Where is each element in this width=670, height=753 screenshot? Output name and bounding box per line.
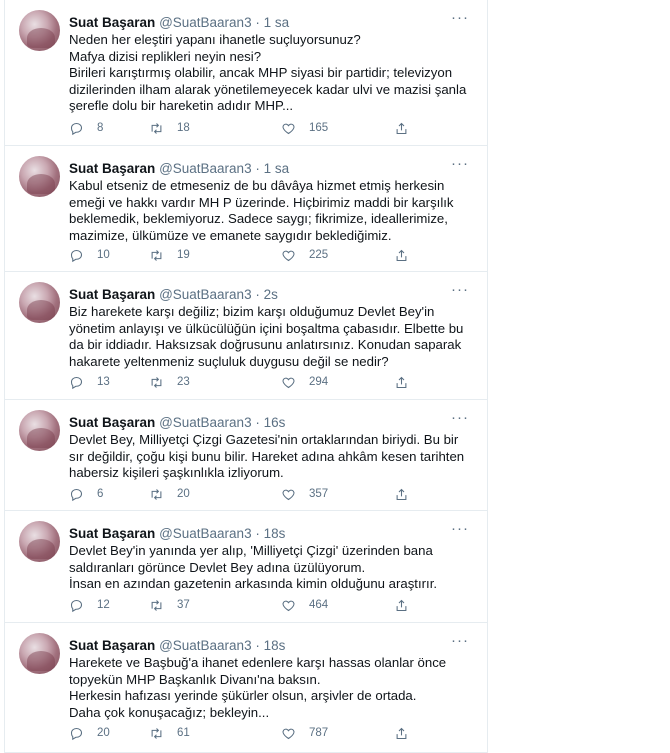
reply-icon — [69, 248, 84, 263]
retweet-button[interactable] — [149, 723, 190, 743]
separator-dot: · — [255, 526, 260, 541]
tweet-timeline — [4, 0, 488, 753]
tweet-header — [69, 14, 477, 32]
tweet[interactable] — [5, 623, 487, 753]
reply-icon — [69, 487, 84, 502]
separator-dot: · — [255, 638, 260, 653]
reply-icon — [69, 598, 84, 613]
author-handle[interactable]: @SuatBaaran3 — [159, 15, 252, 30]
like-button[interactable] — [281, 245, 328, 265]
avatar[interactable] — [19, 156, 60, 197]
author-name[interactable]: Suat Başaran — [69, 161, 156, 176]
tweet[interactable] — [5, 272, 487, 400]
author-handle[interactable]: @SuatBaaran3 — [159, 415, 252, 430]
tweet-header — [69, 286, 477, 304]
retweet-button[interactable] — [149, 595, 190, 615]
avatar[interactable] — [19, 633, 60, 674]
like-button[interactable] — [281, 484, 328, 504]
retweet-icon — [149, 726, 164, 741]
author-handle[interactable]: @SuatBaaran3 — [159, 526, 252, 541]
tweet-text: Neden her eleştiri yapanı ihanetle suçluyorsunuz? Mafya dizisi replikleri neyin nesi? Birileri karıştırmış olabilir, ancak MHP siyasi bir partidir; televizyon dizilerinden ilham alarak yönetilemeyecek kadar ulvi ve mazisi şanla şerefle dolu bir hareketin adıdır MHP... — [69, 32, 467, 114]
reply-button[interactable] — [69, 723, 110, 743]
retweet-icon — [149, 375, 164, 390]
reply-button[interactable] — [69, 372, 110, 392]
share-button[interactable] — [394, 595, 409, 615]
more-options-icon[interactable]: ··· — [451, 155, 469, 172]
timestamp[interactable]: 2s — [263, 287, 278, 302]
author-name[interactable]: Suat Başaran — [69, 415, 156, 430]
like-count: 165 — [309, 122, 329, 134]
share-button[interactable] — [394, 723, 409, 743]
timestamp[interactable]: 18s — [263, 526, 286, 541]
tweet-actions — [69, 723, 429, 743]
tweet-text: Devlet Bey'in yanında yer alıp, 'Milliyetçi Çizgi' üzerinden bana saldıranları görünce Devlet Bey adına üzülüyorum. İnsan en azından gazetenin arkasında kimin olduğunu araştırır. — [69, 543, 438, 592]
tweet-actions — [69, 595, 429, 615]
tweet-header — [69, 414, 477, 432]
more-options-icon[interactable]: ··· — [451, 9, 469, 26]
retweet-count: 23 — [177, 376, 190, 388]
retweet-count: 61 — [177, 727, 190, 739]
retweet-count: 18 — [177, 122, 190, 134]
like-count: 357 — [309, 488, 329, 500]
separator-dot: · — [255, 287, 260, 302]
reply-button[interactable] — [69, 595, 110, 615]
retweet-button[interactable] — [149, 118, 190, 138]
heart-icon — [281, 598, 296, 613]
tweet-actions — [69, 372, 429, 392]
tweet-actions — [69, 245, 429, 265]
share-icon — [394, 121, 409, 136]
timestamp[interactable]: 16s — [263, 415, 286, 430]
separator-dot: · — [255, 161, 260, 176]
reply-button[interactable] — [69, 118, 103, 138]
tweet[interactable] — [5, 400, 487, 511]
timestamp[interactable]: 1 sa — [263, 161, 290, 176]
retweet-button[interactable] — [149, 245, 190, 265]
reply-count: 10 — [97, 249, 110, 261]
tweet-text: Biz harekete karşı değiliz; bizim karşı olduğumuz Devlet Bey'in yönetim anlayışı ve ülkücülüğün içini boşaltma çabasıdır. Elbette bu da bir iddiadır. Haksızsak doğrusunu anlatırsınız. Konudan saparak hakarete yeltenmeniz suçluluk duygusu değil se nedir? — [69, 304, 468, 369]
separator-dot: · — [255, 15, 260, 30]
retweet-count: 37 — [177, 599, 190, 611]
reply-count: 12 — [97, 599, 110, 611]
heart-icon — [281, 248, 296, 263]
tweet-text: Harekete ve Başbuğ'a ihanet edenlere karşı hassas olanlar önce topyekün MHP Başkanlık Divanı'na baksın. Herkesin hafızası yerinde şükürler olsun, arşivler de ortada. Daha çok konuşacağız; bekleyin... — [69, 655, 447, 720]
more-options-icon[interactable]: ··· — [451, 409, 469, 426]
share-button[interactable] — [394, 118, 409, 138]
author-name[interactable]: Suat Başaran — [69, 15, 156, 30]
like-button[interactable] — [281, 118, 328, 138]
tweet-actions — [69, 484, 429, 504]
reply-count: 20 — [97, 727, 110, 739]
share-icon — [394, 248, 409, 263]
tweet[interactable] — [5, 511, 487, 623]
tweet-header — [69, 637, 477, 655]
retweet-button[interactable] — [149, 372, 190, 392]
author-handle[interactable]: @SuatBaaran3 — [159, 161, 252, 176]
author-name[interactable]: Suat Başaran — [69, 287, 156, 302]
tweet-header — [69, 525, 477, 543]
separator-dot: · — [255, 415, 260, 430]
author-handle[interactable]: @SuatBaaran3 — [159, 287, 252, 302]
heart-icon — [281, 726, 296, 741]
reply-button[interactable] — [69, 245, 110, 265]
share-icon — [394, 726, 409, 741]
reply-count: 6 — [97, 488, 104, 500]
tweet[interactable] — [5, 146, 487, 272]
author-name[interactable]: Suat Başaran — [69, 638, 156, 653]
author-handle[interactable]: @SuatBaaran3 — [159, 638, 252, 653]
share-icon — [394, 375, 409, 390]
share-icon — [394, 598, 409, 613]
share-button[interactable] — [394, 245, 409, 265]
like-button[interactable] — [281, 723, 328, 743]
reply-icon — [69, 121, 84, 136]
heart-icon — [281, 121, 296, 136]
author-name[interactable]: Suat Başaran — [69, 526, 156, 541]
more-options-icon[interactable]: ··· — [451, 520, 469, 537]
heart-icon — [281, 375, 296, 390]
like-count: 225 — [309, 249, 329, 261]
reply-button[interactable] — [69, 484, 103, 504]
retweet-count: 19 — [177, 249, 190, 261]
reply-count: 8 — [97, 122, 104, 134]
reply-count: 13 — [97, 376, 110, 388]
tweet-actions — [69, 118, 429, 138]
avatar[interactable] — [19, 521, 60, 562]
avatar[interactable] — [19, 282, 60, 323]
more-options-icon[interactable]: ··· — [451, 632, 469, 649]
timestamp[interactable]: 1 sa — [263, 15, 290, 30]
tweet[interactable] — [5, 0, 487, 146]
timestamp[interactable]: 18s — [263, 638, 286, 653]
like-button[interactable] — [281, 372, 328, 392]
tweet-text: Kabul etseniz de etmeseniz de bu dâvâya hizmet etmiş herkesin emeği ve hakkı vardır MH P üzerinde. Hiçbirimiz maddi bir karşılık beklemedik, beklemiyoruz. Sadece saygı; fikrimize, ideallerimize, mazimize, ülkümüze ve emanete saygıdır beklediğimiz. — [69, 178, 458, 243]
more-options-icon[interactable]: ··· — [451, 281, 469, 298]
avatar[interactable] — [19, 10, 60, 51]
retweet-icon — [149, 598, 164, 613]
reply-icon — [69, 726, 84, 741]
tweet-header — [69, 160, 477, 178]
like-count: 294 — [309, 376, 329, 388]
retweet-icon — [149, 121, 164, 136]
like-button[interactable] — [281, 595, 328, 615]
heart-icon — [281, 487, 296, 502]
reply-icon — [69, 375, 84, 390]
share-icon — [394, 487, 409, 502]
retweet-icon — [149, 487, 164, 502]
retweet-button[interactable] — [149, 484, 190, 504]
avatar[interactable] — [19, 410, 60, 451]
tweet-text: Devlet Bey, Milliyetçi Çizgi Gazetesi'nin ortaklarından biriydi. Bu bir sır değildir, çoğu kişi bunu bilir. Hareket adına ahkâm kesen tarihten habersiz kişileri şaşkınlıkla izliyorum. — [69, 432, 468, 481]
share-button[interactable] — [394, 372, 409, 392]
share-button[interactable] — [394, 484, 409, 504]
retweet-count: 20 — [177, 488, 190, 500]
like-count: 787 — [309, 727, 329, 739]
retweet-icon — [149, 248, 164, 263]
like-count: 464 — [309, 599, 329, 611]
